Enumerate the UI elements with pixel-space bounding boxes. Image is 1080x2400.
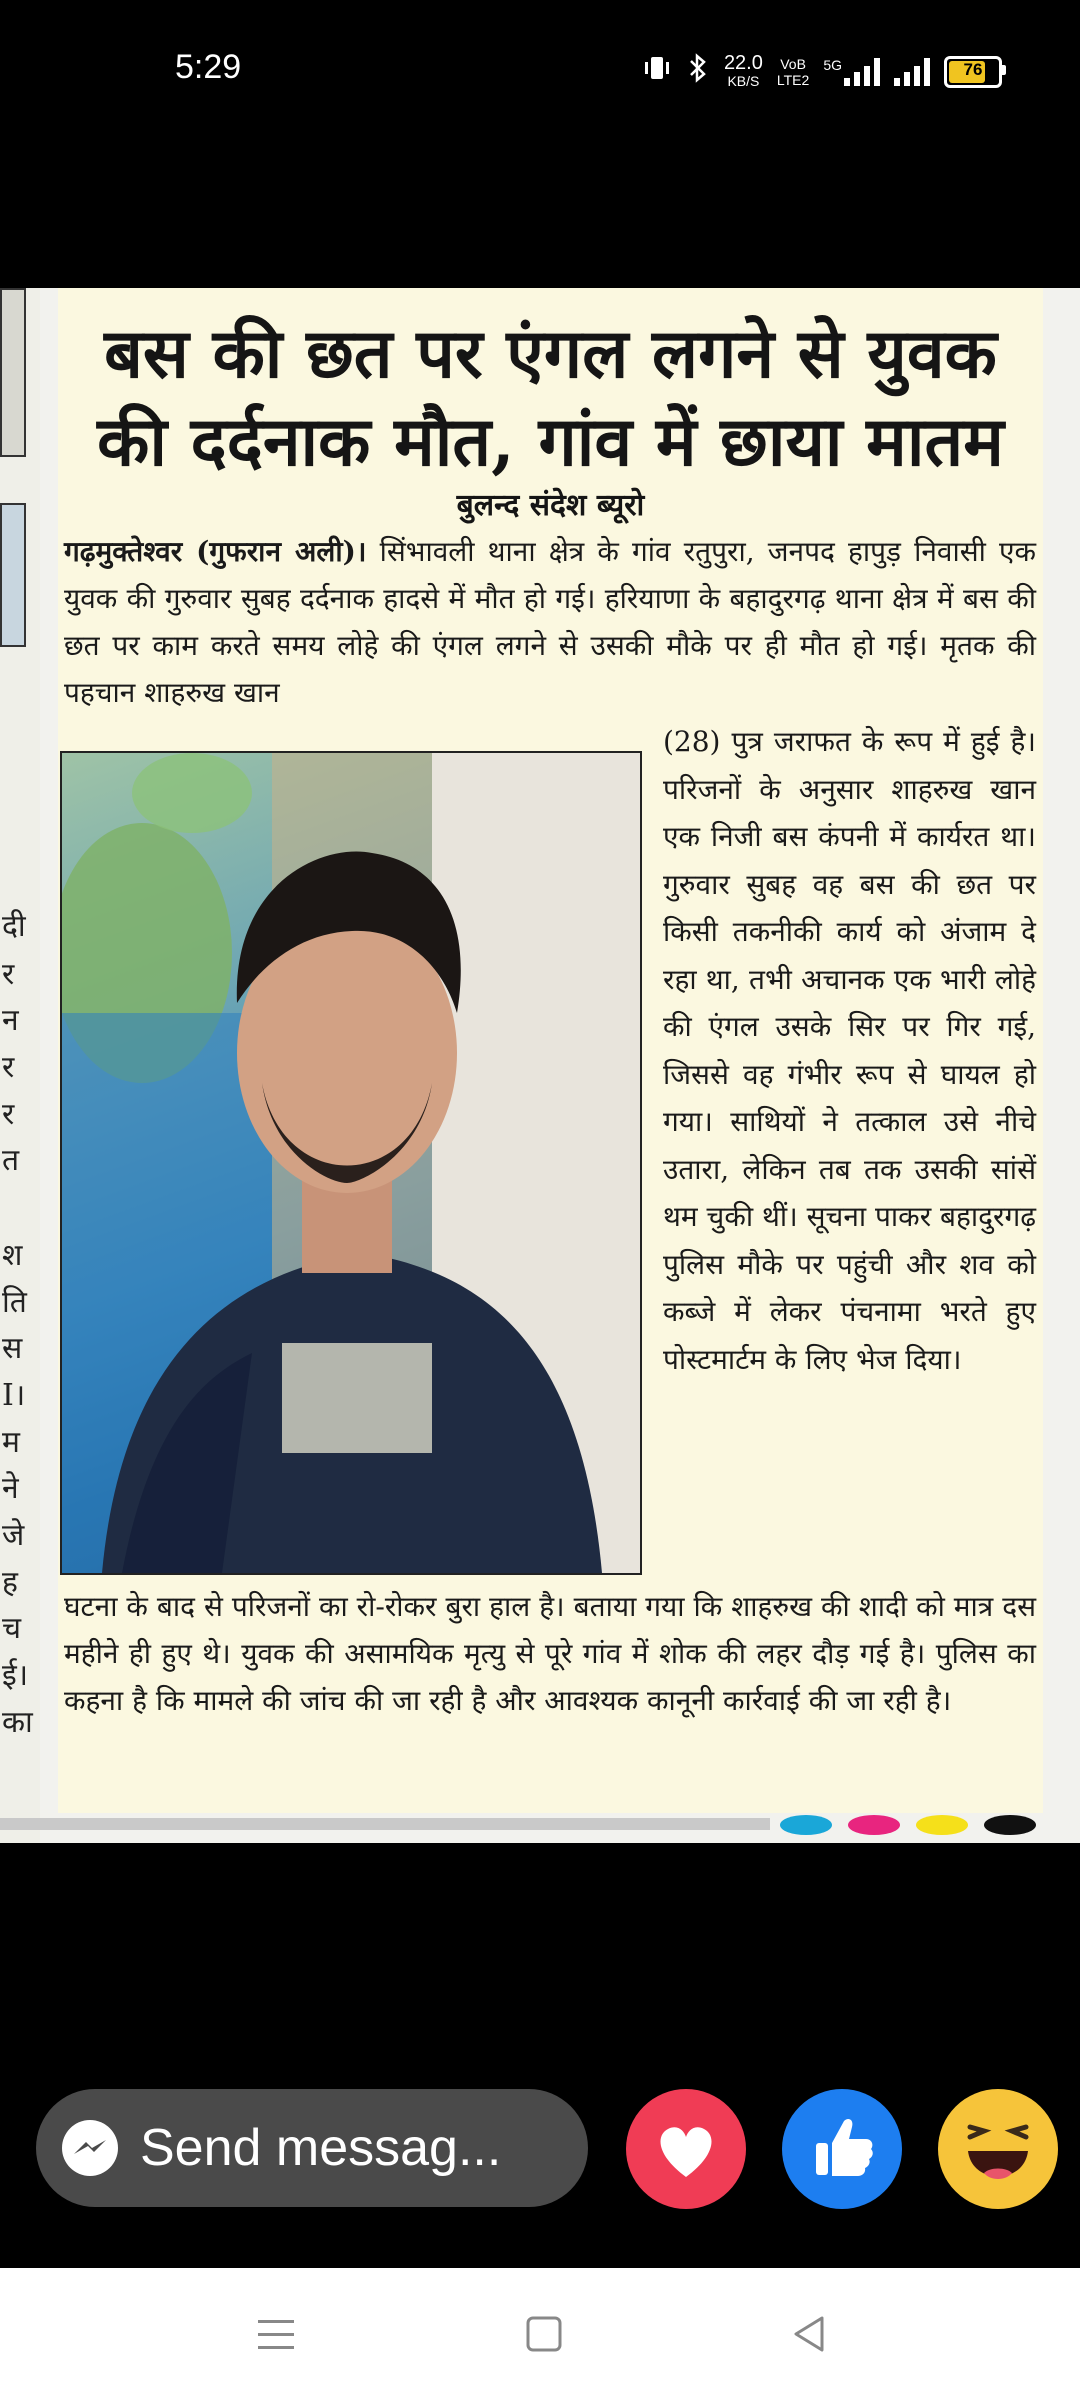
strip-char: च (2, 1611, 22, 1646)
heart-icon (626, 2089, 746, 2209)
article-paragraph-1 (64, 528, 1036, 716)
battery-level: 76 (963, 59, 983, 79)
thumbs-up-icon (782, 2089, 902, 2209)
strip-char: ह (2, 1565, 18, 1600)
net-speed-unit: KB/S (727, 72, 760, 89)
strip-char: त (2, 1143, 20, 1178)
strip-char: ने (2, 1471, 19, 1506)
strip-char: दी (2, 909, 26, 944)
bluetooth-icon (686, 52, 710, 91)
strip-char: का (2, 1705, 33, 1740)
status-icons (642, 52, 1002, 91)
signal-icon-2 (894, 58, 930, 86)
send-message-input[interactable] (36, 2089, 588, 2207)
strip-char: र (2, 1097, 15, 1132)
strip-char: न (2, 1003, 19, 1038)
menu-icon[interactable] (246, 2304, 306, 2364)
adjacent-photo-edge-2 (0, 503, 26, 647)
adjacent-column-strip (0, 288, 40, 1843)
print-margin-bar (0, 1818, 770, 1830)
strip-char: जे (2, 1518, 25, 1553)
strip-char: स (2, 1331, 23, 1366)
article-paragraph-3: घटना के बाद से परिजनों का रो-रोकर बुरा हाल है। बताया गया कि शाहरुख की शादी को मात्र दस महीने ही हुए थे। युवक की असामयिक मृत्यु से पूरे गांव में शोक की लहर दौड़ गई है। पुलिस का कहना है कि मामले की जांच की जा रही है और आवश्यक कानूनी कार्रवाई की जा रही है। (64, 1590, 1036, 1717)
love-reaction-button[interactable] (626, 2089, 746, 2209)
home-icon[interactable] (514, 2304, 574, 2364)
strip-char: श (2, 1238, 23, 1273)
haha-reaction-button[interactable] (938, 2089, 1058, 2209)
vibrate-icon (642, 53, 672, 90)
strip-char: I। (2, 1378, 26, 1413)
article-photo (60, 751, 642, 1575)
adjacent-photo-edge (0, 288, 26, 457)
signal-1 (823, 58, 880, 86)
net-speed-value: 22.0 (723, 51, 763, 74)
paragraph-1-text: सिंभावली थाना क्षेत्र के गांव रतुपुरा, जनपद हापुड़ निवासी एक युवक की गुरुवार सुबह दर्दनाक हादसे में मौत हो गई। हरियाणा के बहादुरगढ़ थाना क्षेत्र में बस की छत पर काम करते समय लोहे की एंगल लगने से उसकी मौके पर ही मौत हो गई। मृतक की पहचान शाहरुख खान (64, 535, 1037, 709)
registration-dot-cyan (780, 1815, 832, 1835)
clock: 5:29 (175, 48, 242, 86)
registration-dot-yellow (916, 1815, 968, 1835)
article-headline (58, 310, 1043, 486)
registration-dot-magenta (848, 1815, 900, 1835)
signal-icon (844, 58, 880, 86)
net-speed (723, 51, 763, 90)
strip-char: र (2, 957, 15, 992)
news-article (58, 288, 1043, 1813)
system-nav-bar (0, 2268, 1080, 2400)
headline-line-2: की दर्दनाक मौत, गांव में छाया मातम (97, 402, 1004, 482)
back-icon[interactable] (780, 2304, 840, 2364)
volte-sub: LTE2 (776, 71, 810, 88)
status-bar (0, 0, 1080, 140)
news-clipping-image[interactable] (0, 288, 1080, 1843)
like-reaction-button[interactable] (782, 2089, 902, 2209)
volte-label: VoB (780, 55, 806, 72)
strip-char: ति (2, 1285, 27, 1320)
volte-indicator (777, 56, 809, 88)
article-byline: बुलन्द संदेश ब्यूरो (456, 488, 645, 523)
strip-char: म (2, 1425, 20, 1460)
messenger-icon (60, 2118, 120, 2178)
dateline: गढ़मुक्तेश्वर (गुफरान अली)। (64, 535, 367, 568)
headline-line-1: बस की छत पर एंगल लगने से युवक (104, 314, 997, 394)
strip-char: ई। (2, 1658, 29, 1693)
article-paragraph-2: (28) पुत्र जराफत के रूप में हुई है। परिजनों के अनुसार शाहरुख खान एक निजी बस कंपनी में कार्यरत था। गुरुवार सुबह वह बस की छत पर किसी तकनीकी कार्य को अंजाम दे रहा था, तभी अचानक एक भारी लोहे की एंगल उसके सिर पर गिर गई, जिससे वह गंभीर रूप से घायल हो गया। साथियों ने तत्काल उसे नीचे उतारा, लेकिन तब तक उसकी सांसें थम चुकी थीं। सूचना पाकर बहादुरगढ़ पुलिस मौके पर पहुंची और शव को कब्जे में लेकर पंचनामा भरते हुए पोस्टमार्टम के लिए भेज दिया। (663, 725, 1036, 1376)
strip-char: र (2, 1050, 15, 1085)
registration-dot-black (984, 1815, 1036, 1835)
network-type: 5G (823, 56, 842, 73)
laughing-face-icon (938, 2089, 1058, 2209)
send-message-placeholder: Send messag... (140, 2119, 502, 2177)
battery-icon (944, 56, 1002, 88)
person-photo-illustration (62, 753, 640, 1573)
